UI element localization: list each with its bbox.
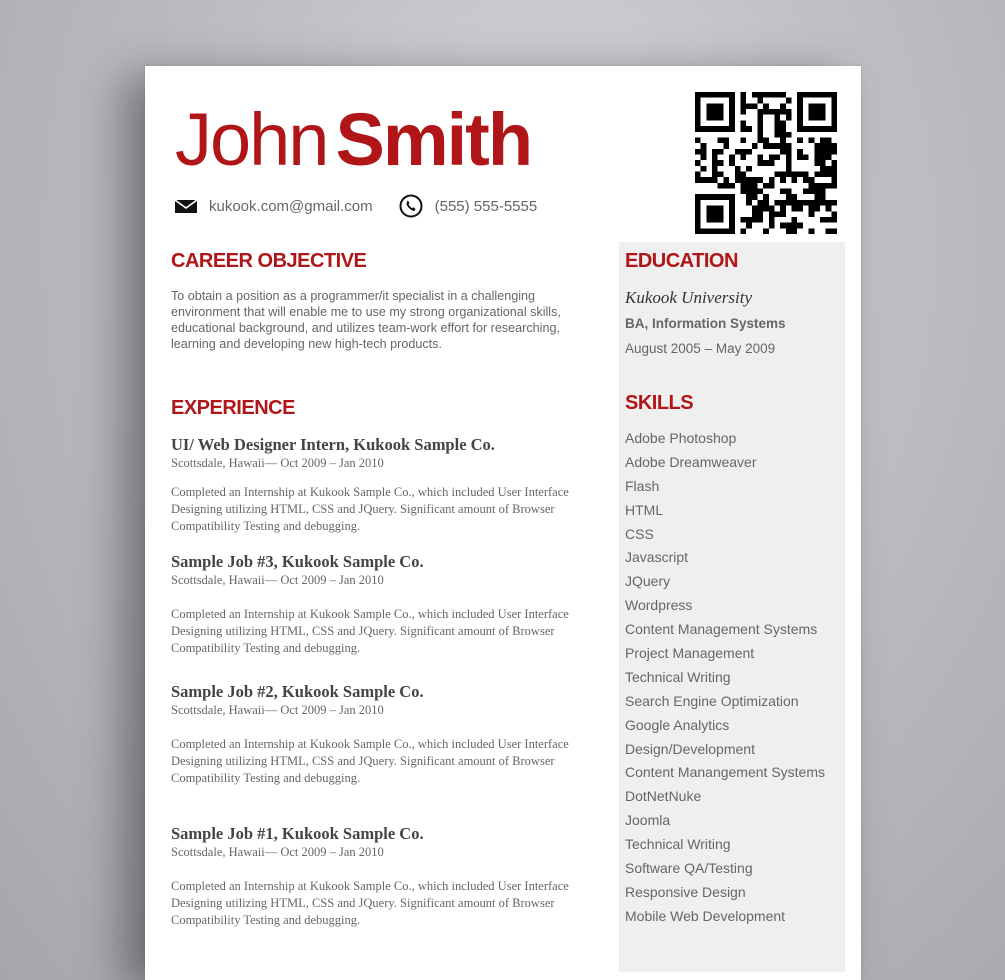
- skill-item: Technical Writing: [625, 836, 731, 853]
- job-meta: Scottsdale, Hawaii— Oct 2009 – Jan 2010: [171, 703, 384, 717]
- education-heading: EDUCATION: [625, 250, 738, 272]
- phone-icon: [399, 194, 423, 218]
- job-meta: Scottsdale, Hawaii— Oct 2009 – Jan 2010: [171, 456, 384, 470]
- experience-heading: EXPERIENCE: [171, 397, 295, 419]
- skill-item: Software QA/Testing: [625, 860, 753, 877]
- job-title: UI/ Web Designer Intern, Kukook Sample Co.: [171, 435, 495, 454]
- job-entry: [171, 552, 601, 657]
- skill-item: Project Management: [625, 645, 755, 662]
- skill-item: Technical Writing: [625, 668, 731, 685]
- skill-item: Wordpress: [625, 597, 693, 614]
- job-title: Sample Job #1, Kukook Sample Co.: [171, 824, 424, 843]
- job-description: Completed an Internship at Kukook Sample Co., which included User Interface Designing utilizing HTML, CSS and JQuery. Significant amount of Browser Compatibility Testing and debugging.: [171, 737, 569, 785]
- job-meta: Scottsdale, Hawaii— Oct 2009 – Jan 2010: [171, 845, 384, 859]
- job-title: Sample Job #2, Kukook Sample Co.: [171, 682, 424, 701]
- candidate-name: [175, 96, 531, 184]
- skill-item: Responsive Design: [625, 883, 746, 900]
- education-dates: August 2005 – May 2009: [625, 341, 776, 356]
- skill-item: Content Management Systems: [625, 621, 818, 638]
- skill-item: Content Manangement Systems: [625, 764, 825, 781]
- education-school: Kukook University: [625, 288, 752, 307]
- job-title: Sample Job #3, Kukook Sample Co.: [171, 552, 424, 571]
- objective-text: To obtain a position as a programmer/it specialist in a challenging environment that will enable me to use my strong organizational skills, educational background, and utilizes team-work effort for researching, learning and developing new high-tech products.: [171, 289, 561, 351]
- skill-item: JQuery: [625, 573, 671, 590]
- job-description: Completed an Internship at Kukook Sample Co., which included User Interface Designing utilizing HTML, CSS and JQuery. Significant amount of Browser Compatibility Testing and debugging.: [171, 879, 569, 927]
- skill-item: Design/Development: [625, 740, 755, 757]
- last-name: Smith: [335, 98, 532, 181]
- skill-item: Javascript: [625, 549, 689, 566]
- contact-info: [175, 194, 563, 218]
- resume-page: [145, 66, 861, 980]
- skill-item: Adobe Photoshop: [625, 430, 737, 446]
- email-text[interactable]: kukook.com@gmail.com: [209, 197, 373, 215]
- envelope-icon: [175, 198, 197, 214]
- skill-item: Joomla: [625, 812, 671, 829]
- email-contact: [175, 198, 373, 215]
- skill-item: HTML: [625, 501, 664, 518]
- qr-code: [695, 92, 837, 234]
- first-name: John: [175, 98, 328, 181]
- skill-item: Adobe Dreamweaver: [625, 453, 757, 470]
- job-description: Completed an Internship at Kukook Sample Co., which included User Interface Designing utilizing HTML, CSS and JQuery. Significant amount of Browser Compatibility Testing and debugging.: [171, 607, 569, 655]
- skills-list: [625, 427, 825, 929]
- phone-contact: [399, 194, 538, 218]
- job-entry: [171, 824, 601, 929]
- job-entry: [171, 435, 601, 535]
- skill-item: CSS: [625, 525, 654, 542]
- skill-item: Google Analytics: [625, 716, 730, 733]
- career-objective-heading: CAREER OBJECTIVE: [171, 250, 367, 272]
- skill-item: DotNetNuke: [625, 788, 702, 805]
- job-entry: [171, 682, 601, 787]
- education-degree: BA, Information Systems: [625, 316, 786, 331]
- job-description: Completed an Internship at Kukook Sample Co., which included User Interface Designing utilizing HTML, CSS and JQuery. Significant amount of Browser Compatibility Testing and debugging.: [171, 485, 569, 533]
- skill-item: Flash: [625, 477, 660, 494]
- skills-heading: SKILLS: [625, 392, 694, 414]
- skill-item: Mobile Web Development: [625, 907, 786, 924]
- phone-text[interactable]: (555) 555-5555: [434, 197, 538, 215]
- skill-item: Search Engine Optimization: [625, 692, 799, 709]
- job-meta: Scottsdale, Hawaii— Oct 2009 – Jan 2010: [171, 573, 384, 587]
